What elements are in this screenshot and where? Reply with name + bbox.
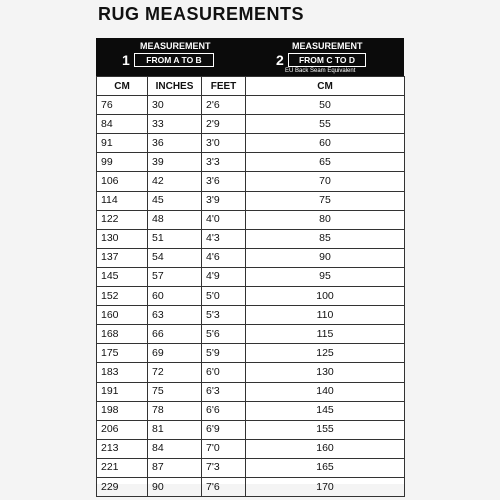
cell-inches: 60 (148, 287, 202, 306)
table-row (97, 325, 405, 344)
table-row (97, 267, 405, 286)
group-2-note: EU Back Seam Equivalent (285, 68, 356, 74)
cell-inches: 51 (148, 229, 202, 248)
cell-cm-cd: 165 (246, 458, 405, 477)
table-row (97, 115, 405, 134)
measurement-chart (96, 38, 404, 493)
cell-cm: 221 (97, 458, 148, 477)
cell-cm: 106 (97, 172, 148, 191)
column-header-inches: INCHES (148, 77, 202, 96)
cell-inches: 36 (148, 134, 202, 153)
cell-feet: 5'3 (202, 306, 246, 325)
group-2-range: FROM C TO D (288, 53, 366, 67)
cell-cm: 160 (97, 306, 148, 325)
group-1-number: 1 (122, 52, 130, 68)
table-row (97, 191, 405, 210)
column-header-feet: FEET (202, 77, 246, 96)
cell-cm: 130 (97, 229, 148, 248)
column-header-cm: CM (97, 77, 148, 96)
cell-cm-cd: 110 (246, 306, 405, 325)
cell-cm-cd: 125 (246, 344, 405, 363)
table-row (97, 363, 405, 382)
cell-feet: 7'0 (202, 439, 246, 458)
cell-feet: 3'3 (202, 153, 246, 172)
cell-inches: 33 (148, 115, 202, 134)
cell-feet: 3'9 (202, 191, 246, 210)
cell-cm-cd: 155 (246, 420, 405, 439)
cell-feet: 6'3 (202, 382, 246, 401)
table-row (97, 306, 405, 325)
table-row (97, 210, 405, 229)
cell-cm-cd: 170 (246, 477, 405, 496)
cell-feet: 3'0 (202, 134, 246, 153)
cell-cm: 198 (97, 401, 148, 420)
column-header-cm-cd: CM (246, 77, 405, 96)
cell-feet: 7'6 (202, 477, 246, 496)
cell-cm: 168 (97, 325, 148, 344)
cell-inches: 63 (148, 306, 202, 325)
cell-feet: 2'9 (202, 115, 246, 134)
table-row (97, 287, 405, 306)
cell-feet: 5'0 (202, 287, 246, 306)
measurement-table (96, 76, 405, 497)
cell-cm: 213 (97, 439, 148, 458)
cell-inches: 66 (148, 325, 202, 344)
group-1-label: MEASUREMENT (140, 41, 211, 51)
table-row (97, 439, 405, 458)
cell-cm: 114 (97, 191, 148, 210)
cell-inches: 57 (148, 267, 202, 286)
cell-feet: 7'3 (202, 458, 246, 477)
cell-inches: 69 (148, 344, 202, 363)
cell-inches: 78 (148, 401, 202, 420)
cell-cm: 84 (97, 115, 148, 134)
cell-cm-cd: 100 (246, 287, 405, 306)
table-row (97, 153, 405, 172)
cell-feet: 4'9 (202, 267, 246, 286)
page-title: RUG MEASUREMENTS (98, 4, 305, 24)
cell-feet: 6'9 (202, 420, 246, 439)
cell-inches: 39 (148, 153, 202, 172)
cell-inches: 75 (148, 382, 202, 401)
cell-cm: 145 (97, 267, 148, 286)
cell-feet: 5'9 (202, 344, 246, 363)
cell-cm-cd: 160 (246, 439, 405, 458)
table-row (97, 420, 405, 439)
cell-feet: 2'6 (202, 96, 246, 115)
cell-inches: 84 (148, 439, 202, 458)
table-row (97, 172, 405, 191)
cell-cm: 152 (97, 287, 148, 306)
cell-inches: 45 (148, 191, 202, 210)
cell-feet: 3'6 (202, 172, 246, 191)
cell-cm-cd: 65 (246, 153, 405, 172)
cell-cm: 91 (97, 134, 148, 153)
cell-inches: 30 (148, 96, 202, 115)
cell-cm: 191 (97, 382, 148, 401)
group-2-label: MEASUREMENT (292, 41, 363, 51)
cell-cm-cd: 50 (246, 96, 405, 115)
table-header-banner (96, 38, 404, 76)
cell-cm: 99 (97, 153, 148, 172)
table-row (97, 248, 405, 267)
cell-feet: 4'6 (202, 248, 246, 267)
cell-cm-cd: 95 (246, 267, 405, 286)
cell-cm-cd: 75 (246, 191, 405, 210)
group-2-number: 2 (276, 52, 284, 68)
cell-cm: 229 (97, 477, 148, 496)
cell-cm-cd: 60 (246, 134, 405, 153)
cell-feet: 6'6 (202, 401, 246, 420)
cell-cm-cd: 90 (246, 248, 405, 267)
cell-inches: 42 (148, 172, 202, 191)
cell-cm: 206 (97, 420, 148, 439)
cell-cm-cd: 115 (246, 325, 405, 344)
cell-cm: 122 (97, 210, 148, 229)
cell-feet: 6'0 (202, 363, 246, 382)
cell-feet: 4'3 (202, 229, 246, 248)
table-row (97, 229, 405, 248)
cell-cm-cd: 140 (246, 382, 405, 401)
group-1-range: FROM A TO B (134, 53, 214, 67)
cell-cm-cd: 80 (246, 210, 405, 229)
cell-cm-cd: 70 (246, 172, 405, 191)
cell-inches: 81 (148, 420, 202, 439)
cell-cm: 137 (97, 248, 148, 267)
table-row (97, 344, 405, 363)
table-row (97, 134, 405, 153)
column-header-row (97, 77, 405, 96)
cell-cm: 76 (97, 96, 148, 115)
cell-inches: 48 (148, 210, 202, 229)
cell-feet: 4'0 (202, 210, 246, 229)
cell-cm-cd: 145 (246, 401, 405, 420)
cell-inches: 54 (148, 248, 202, 267)
cell-inches: 87 (148, 458, 202, 477)
table-row (97, 477, 405, 496)
cell-cm-cd: 85 (246, 229, 405, 248)
table-row (97, 401, 405, 420)
cell-cm-cd: 130 (246, 363, 405, 382)
cell-cm: 175 (97, 344, 148, 363)
cell-cm-cd: 55 (246, 115, 405, 134)
table-row (97, 96, 405, 115)
table-row (97, 382, 405, 401)
cell-feet: 5'6 (202, 325, 246, 344)
table-body (97, 96, 405, 497)
table-row (97, 458, 405, 477)
cell-inches: 90 (148, 477, 202, 496)
cell-inches: 72 (148, 363, 202, 382)
cell-cm: 183 (97, 363, 148, 382)
